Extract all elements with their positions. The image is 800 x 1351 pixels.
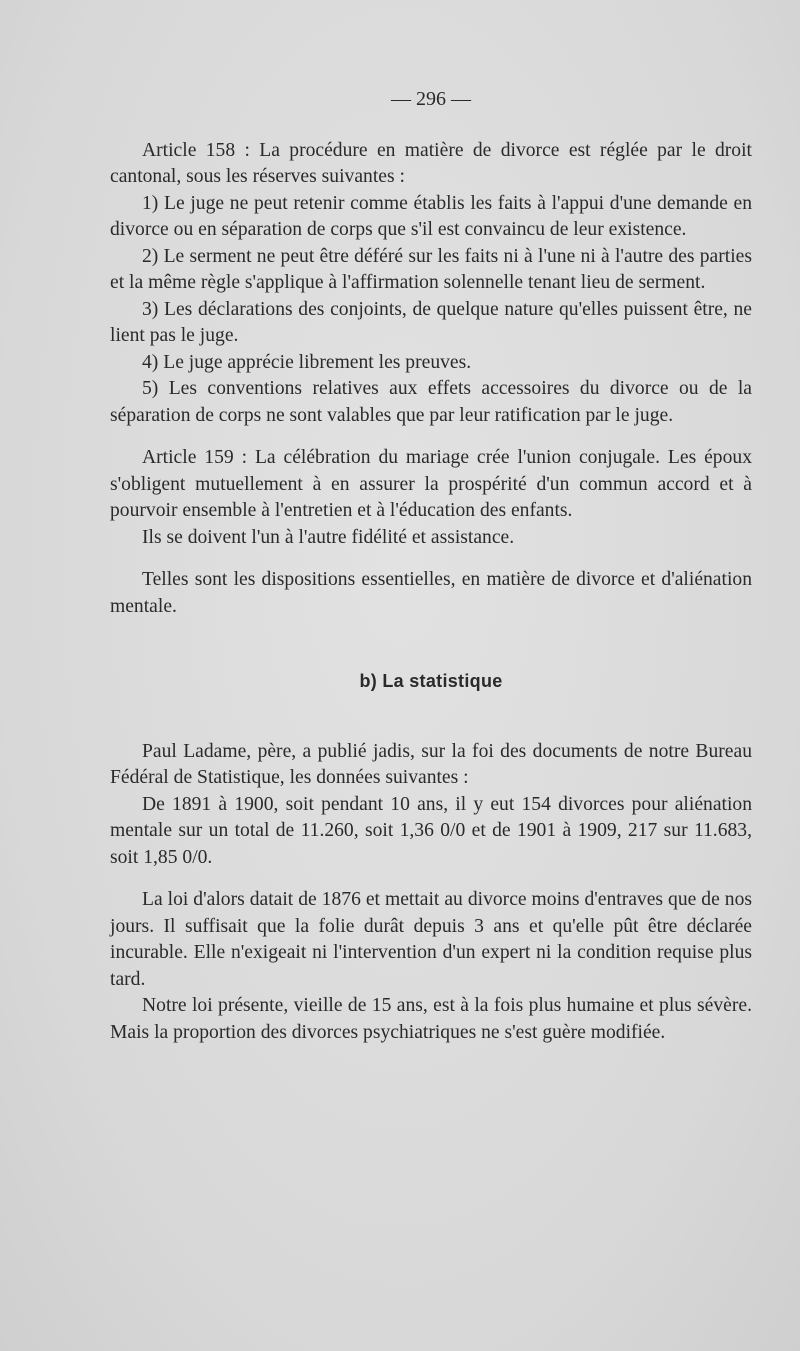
- paragraph-old-law: La loi d'alors datait de 1876 et mettait au divorce moins d'entraves que de nos jours. Il suffisait que la folie durât depuis 3 ans et qu'elle pût être déclarée incurable. Elle n'exigeait ni l'intervention d'un expert ni la condition requise plus tard.: [110, 889, 752, 990]
- paragraph-summary: Telles sont les dispositions essentielles, en matière de divorce et d'aliénation mentale.: [110, 569, 752, 617]
- paragraph-item-2: 2) Le serment ne peut être déféré sur les faits ni à l'une ni à l'autre des parties et la même règle s'applique à l'affirmation solennelle tenant lieu de serment.: [110, 245, 752, 293]
- paragraph-article-158: Article 158 : La procédure en matière de divorce est réglée par le droit cantonal, sous les réserves suivantes :: [110, 139, 752, 187]
- paragraph-present-law: Notre loi présente, vieille de 15 ans, est à la fois plus humaine et plus sévère. Mais la proportion des divorces psychiatriques ne s'est guère modifiée.: [110, 995, 752, 1043]
- paragraph-item-1: 1) Le juge ne peut retenir comme établis les faits à l'appui d'une demande en divorce ou en séparation de corps que s'il est convaincu de leur existence.: [110, 192, 752, 240]
- paragraph-ladame: Paul Ladame, père, a publié jadis, sur la foi des documents de notre Bureau Fédéral de Statistique, les données suivantes :: [110, 740, 752, 788]
- section-heading: b) La statistique: [359, 671, 503, 691]
- paragraph-item-4: 4) Le juge apprécie librement les preuves.: [142, 351, 472, 373]
- paragraph-item-5: 5) Les conventions relatives aux effets accessoires du divorce ou de la séparation de corps ne sont valables que par leur ratification par le juge.: [110, 378, 752, 426]
- paragraph-statistics: De 1891 à 1900, soit pendant 10 ans, il y eut 154 divorces pour aliénation mentale sur un total de 11.260, soit 1,36 0/0 et de 1901 à 1909, 217 sur 11.683, soit 1,85 0/0.: [110, 793, 752, 868]
- page-number: — 296 —: [391, 88, 471, 110]
- paragraph-fidelity: Ils se doivent l'un à l'autre fidélité et assistance.: [142, 526, 515, 548]
- paragraph-article-159: Article 159 : La célébration du mariage crée l'union conjugale. Les époux s'obligent mutuellement à en assurer la prospérité d'un commun accord et à pourvoir ensemble à l'entretien et à l'éducation des enfants.: [110, 447, 752, 521]
- page-text: [110, 86, 752, 1046]
- paragraph-item-3: 3) Les déclarations des conjoints, de quelque nature qu'elles puissent être, ne lient pas le juge.: [110, 298, 752, 346]
